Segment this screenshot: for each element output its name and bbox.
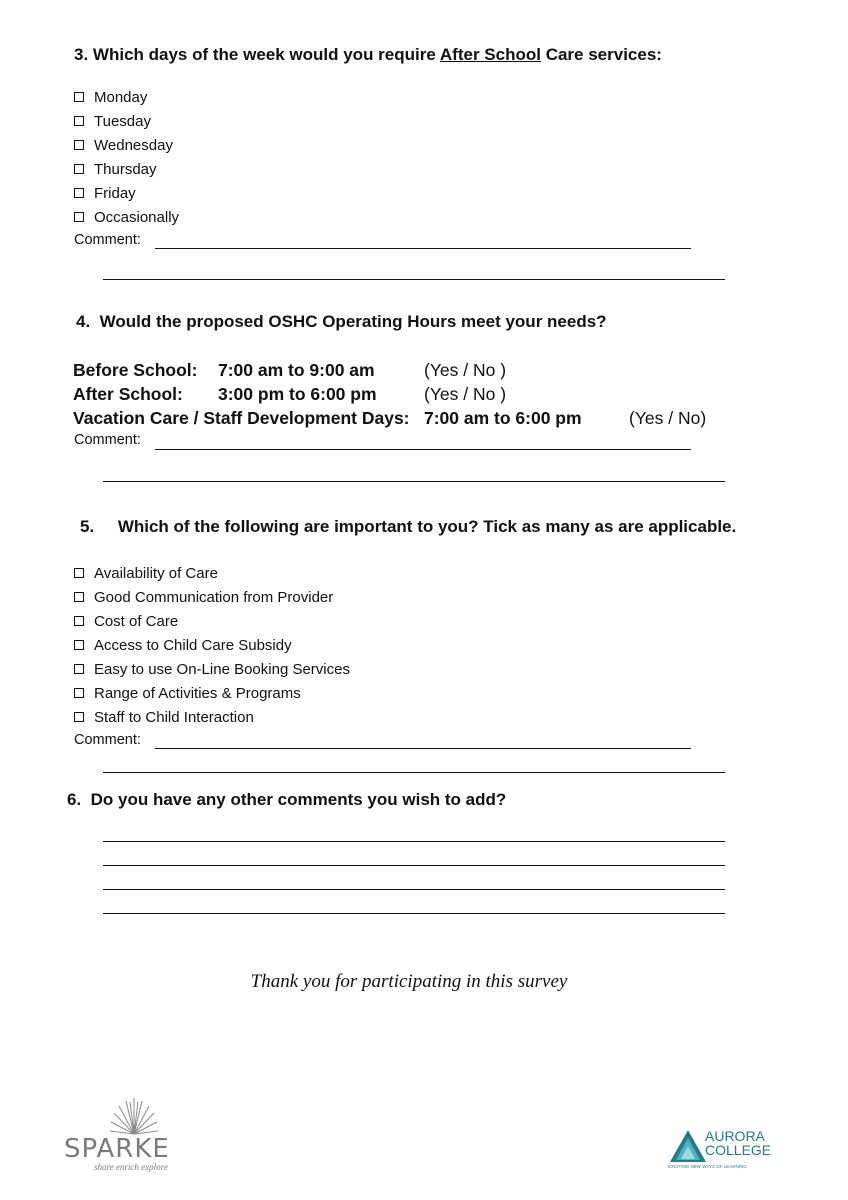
q4-row-before-answer[interactable]: (Yes / No ) <box>424 360 507 380</box>
q4-row-vacation-label: Vacation Care / Staff Development Days: <box>73 408 410 428</box>
q4-comment-line-2[interactable] <box>103 481 725 482</box>
q3-option-monday[interactable]: Monday <box>74 87 147 107</box>
checkbox[interactable] <box>74 164 84 174</box>
checkbox[interactable] <box>74 616 84 626</box>
q5-option[interactable]: Staff to Child Interaction <box>74 707 254 727</box>
q4-row-before-hours: 7:00 am to 9:00 am <box>218 360 375 380</box>
checkbox[interactable] <box>74 640 84 650</box>
checkbox[interactable] <box>74 140 84 150</box>
aurora-triangle-icon <box>668 1128 708 1166</box>
q6-answer-line[interactable] <box>103 865 725 866</box>
q6-number: 6. <box>67 790 82 809</box>
checkbox[interactable] <box>74 212 84 222</box>
aurora-tagline: EXCITING NEW WAYS OF LEARNING <box>668 1164 747 1169</box>
checkbox[interactable] <box>74 664 84 674</box>
checkbox[interactable] <box>74 592 84 602</box>
q3-comment-line-2[interactable] <box>103 279 725 280</box>
checkbox[interactable] <box>74 116 84 126</box>
q6-title: 6. Do you have any other comments you wish to add? <box>67 790 507 809</box>
q5-option[interactable]: Access to Child Care Subsidy <box>74 635 292 655</box>
thank-you-note: Thank you for participating in this survey <box>250 971 568 992</box>
checkbox[interactable] <box>74 688 84 698</box>
q5-comment-label: Comment: <box>74 732 141 748</box>
checkbox[interactable] <box>74 568 84 578</box>
q4-number: 4. <box>76 312 91 331</box>
q3-number: 3. <box>74 45 89 64</box>
q3-comment-label: Comment: <box>74 232 141 248</box>
q3-option-friday[interactable]: Friday <box>74 183 136 203</box>
checkbox[interactable] <box>74 712 84 722</box>
aurora-wordmark-line2: COLLEGE <box>705 1142 772 1158</box>
q3-option-wednesday[interactable]: Wednesday <box>74 135 173 155</box>
q3-title: 3. Which days of the week would you require After School Care services: <box>74 45 662 64</box>
checkbox[interactable] <box>74 188 84 198</box>
q5-number: 5. <box>80 517 95 536</box>
q3-comment-line-1[interactable] <box>155 248 691 249</box>
q4-title: 4. Would the proposed OSHC Operating Hours meet your needs? <box>76 312 607 331</box>
q5-option[interactable]: Good Communication from Provider <box>74 587 333 607</box>
sparke-tagline: share enrich explore <box>94 1162 168 1172</box>
q4-row-vacation-hours: 7:00 am to 6:00 pm <box>424 408 582 428</box>
q4-row-after-answer[interactable]: (Yes / No ) <box>424 384 507 404</box>
aurora-college-logo <box>668 1126 778 1176</box>
q4-comment-label: Comment: <box>74 432 141 448</box>
q5-comment-line-2[interactable] <box>103 772 725 773</box>
q5-option[interactable]: Range of Activities & Programs <box>74 683 301 703</box>
sparke-logo <box>62 1096 186 1176</box>
q4-comment-line-1[interactable] <box>155 449 691 450</box>
q3-option-tuesday[interactable]: Tuesday <box>74 111 151 131</box>
q5-title: 5. Which of the following are important to you? Tick as many as are applicable. <box>80 517 737 536</box>
q4-row-after-label: After School: <box>73 384 183 404</box>
q3-option-occasionally[interactable]: Occasionally <box>74 207 179 227</box>
q3-underlined-text: After School <box>439 45 541 64</box>
q5-option[interactable]: Cost of Care <box>74 611 178 631</box>
q4-row-before-label: Before School: <box>73 360 198 380</box>
q3-option-thursday[interactable]: Thursday <box>74 159 157 179</box>
q6-answer-line[interactable] <box>103 841 725 842</box>
aurora-wordmark-line1: AURORA <box>705 1128 765 1144</box>
q5-option[interactable]: Availability of Care <box>74 563 218 583</box>
q6-answer-line[interactable] <box>103 889 725 890</box>
sparke-wordmark: SPARKE <box>64 1134 170 1164</box>
q6-answer-line[interactable] <box>103 913 725 914</box>
checkbox[interactable] <box>74 92 84 102</box>
q4-row-vacation-answer[interactable]: (Yes / No) <box>629 408 707 428</box>
q4-row-after-hours: 3:00 pm to 6:00 pm <box>218 384 377 404</box>
q5-option[interactable]: Easy to use On-Line Booking Services <box>74 659 350 679</box>
q5-comment-line-1[interactable] <box>155 748 691 749</box>
